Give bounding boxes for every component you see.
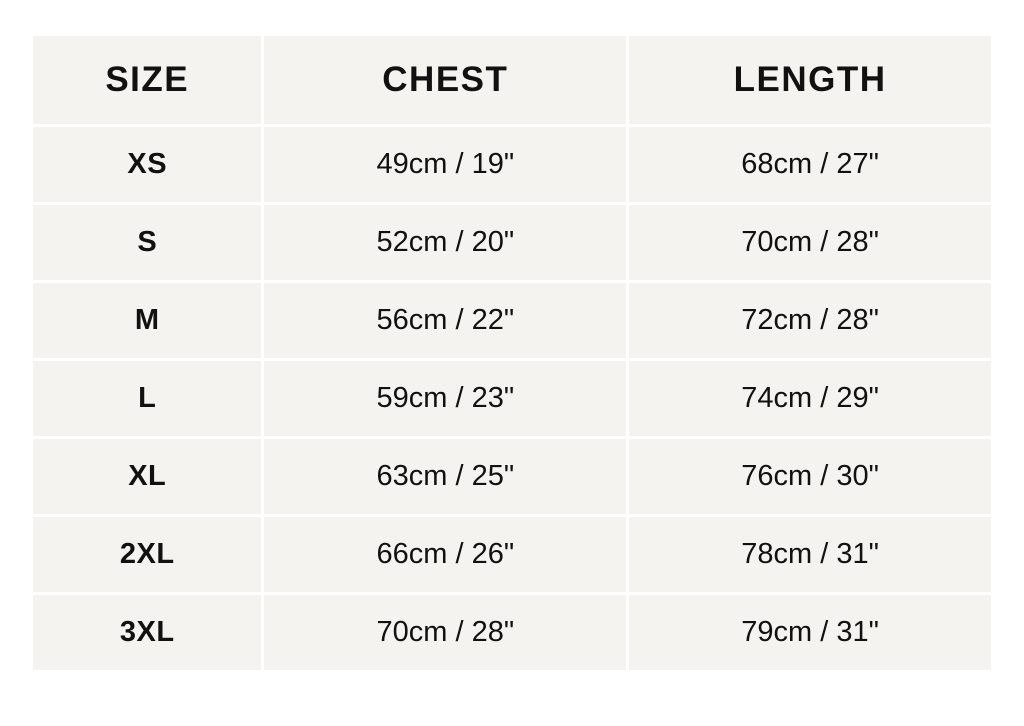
- cell-size: 2XL: [33, 517, 261, 592]
- size-chart-table: [30, 33, 994, 673]
- cell-length: 72cm / 28": [629, 283, 991, 358]
- cell-chest: 66cm / 26": [264, 517, 626, 592]
- cell-chest: 70cm / 28": [264, 595, 626, 670]
- table-header: [33, 36, 991, 124]
- cell-length: 74cm / 29": [629, 361, 991, 436]
- table-body: [33, 127, 991, 670]
- table-row: [33, 595, 991, 670]
- cell-length: 76cm / 30": [629, 439, 991, 514]
- cell-size: M: [33, 283, 261, 358]
- table-row: [33, 517, 991, 592]
- cell-chest: 63cm / 25": [264, 439, 626, 514]
- cell-size: XS: [33, 127, 261, 202]
- column-header-chest: CHEST: [264, 36, 626, 124]
- cell-chest: 49cm / 19": [264, 127, 626, 202]
- header-row: [33, 36, 991, 124]
- table-row: [33, 127, 991, 202]
- cell-chest: 52cm / 20": [264, 205, 626, 280]
- column-header-length: LENGTH: [629, 36, 991, 124]
- column-header-size: SIZE: [33, 36, 261, 124]
- cell-size: XL: [33, 439, 261, 514]
- table-row: [33, 439, 991, 514]
- cell-size: L: [33, 361, 261, 436]
- cell-size: S: [33, 205, 261, 280]
- table-row: [33, 283, 991, 358]
- cell-length: 78cm / 31": [629, 517, 991, 592]
- cell-chest: 56cm / 22": [264, 283, 626, 358]
- cell-length: 70cm / 28": [629, 205, 991, 280]
- cell-chest: 59cm / 23": [264, 361, 626, 436]
- cell-length: 79cm / 31": [629, 595, 991, 670]
- cell-size: 3XL: [33, 595, 261, 670]
- cell-length: 68cm / 27": [629, 127, 991, 202]
- table-row: [33, 205, 991, 280]
- table-row: [33, 361, 991, 436]
